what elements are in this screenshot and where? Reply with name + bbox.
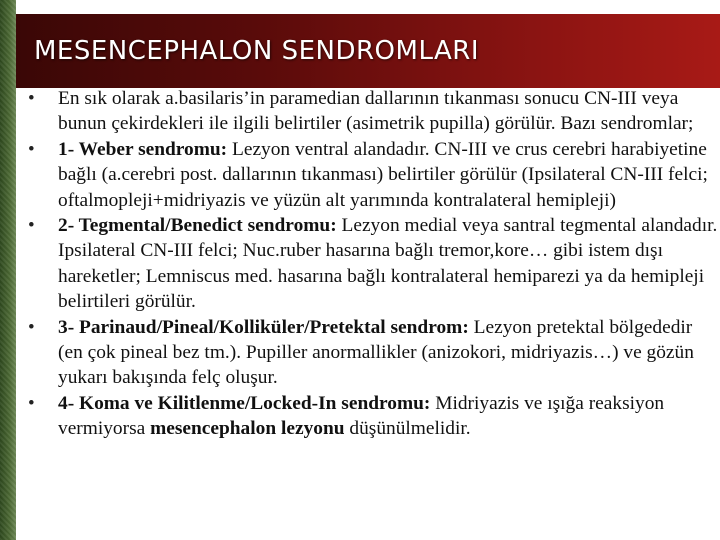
bullet-text: En sık olarak a.basilaris’in paramedian dallarının tıkanması sonucu CN-III veya bunun çekirdekleri ile ilgili belirtiler (asimetrik pupilla) görülür. Bazı sendromlar; (58, 88, 694, 135)
bullet-dot-icon: • (28, 316, 35, 338)
bullet-text: Lezyon ventral alandadır. CN-III ve crus cerebri harabiyetine bağlı (a.cerebri post. dallarının tıkanması) belirtiler görülür (Ipsilateral CN-III felci; oftalmopleji+midriyazis ve yüzün alt yarımında kontralateral hemipleji) (58, 138, 708, 211)
bullet-item-locked-in (24, 391, 718, 442)
bullet-lead: 4- Koma ve Kilitlenme/Locked-In sendromu: (58, 392, 431, 414)
bullet-item-benedict (24, 213, 718, 315)
bullet-text: Midriyazis ve ışığa reaksiyon vermiyorsa (58, 392, 665, 440)
bullet-lead: 1- Weber sendromu: (58, 138, 228, 160)
bullet-dot-icon: • (28, 88, 35, 109)
bullet-list (24, 86, 718, 442)
bullet-tail: düşünülmelidir. (344, 418, 471, 440)
bullet-item-parinaud (24, 315, 718, 391)
bullet-dot-icon: • (28, 215, 35, 237)
slide-content (24, 86, 718, 540)
bullet-item-weber (24, 137, 718, 213)
bullet-item-intro (24, 86, 718, 137)
bullet-lead: 2- Tegmental/Benedict sendromu: (58, 215, 337, 237)
title-bar (16, 14, 720, 88)
bullet-dot-icon: • (28, 392, 35, 414)
bullet-dot-icon: • (28, 138, 35, 160)
bullet-lead: 3- Parinaud/Pineal/Kolliküler/Pretektal sendrom: (58, 316, 469, 338)
bullet-text: Lezyon medial veya santral tegmental alandadır. Ipsilateral CN-III felci; Nuc.ruber hasarına bağlı tremor,kore… gibi istem dışı hareketler; Lemniscus med. hasarına bağlı kontralateral hemiparezi ya da hemipleji belirtileri görülür. (58, 215, 718, 313)
bullet-text: Lezyon pretektal bölgededir (en çok pineal bez tm.). Pupiller anormallikler (anizokori, midriyazis…) ve gözün yukarı bakışında felç oluşur. (58, 316, 694, 389)
bullet-emphasis: mesencephalon lezyonu (150, 418, 345, 440)
left-decorative-band (0, 0, 16, 540)
slide-title: MESENCEPHALON SENDROMLARI (34, 36, 480, 66)
